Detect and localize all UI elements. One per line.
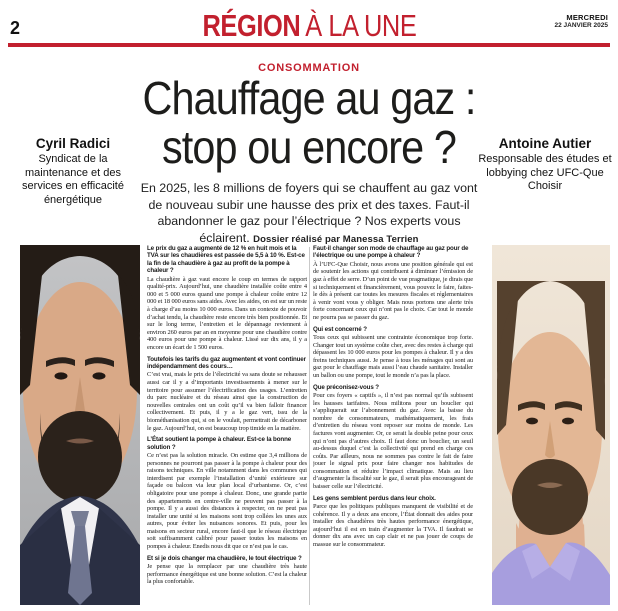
byline: Dossier réalisé par Manessa Terrien <box>253 233 419 245</box>
interview-answer: Je pense que la remplacer par une chaudière très haute performance énergétique est une bonne solution. C’est la chaleur la plus confortable. <box>147 563 307 586</box>
eye-left <box>526 418 538 425</box>
column-divider <box>309 247 310 605</box>
interview-question: Les gens semblent perdus dans leur choix. <box>313 494 436 502</box>
interview-question: L’État soutient la pompe à chaleur. Est-ce la bonne solution ? <box>147 436 292 451</box>
date-block <box>555 14 608 30</box>
interview-answer: Parce que les politiques publiques manquent de visibilité et de cohérence. Il y a deux ans encore, l’État donnait des aides pour installer des chaudières très hautes performance énergétique, aujourd’hui il est en train d’augmenter la TVA. Il faudrait se donner dix ans avec un cap clair et ne pas jouer de coups de massue sur le consommateur. <box>313 503 473 549</box>
headline-line-1: Chauffage au gaz : <box>142 72 476 124</box>
eye-left <box>55 372 68 379</box>
beard <box>512 459 588 535</box>
interview-answer: La chaudière à gaz vaut encore le coup en termes de rapport qualité-prix. Aujourd’hui, une chaudière installée coûte entre 4 000 et 5 000 euros quand une pompe à chaleur coûte entre 12 000 et 18 000 euros sans aides. Avec les aides, on est sur un reste à charge d’au moins 10 000 euros. Dans un contexte de pouvoir d’achat tendu, la chaudière reste encore très bien positionnée. Et sur le long terme, l’entretien et le dépannage reviennent à environ 260 euros par an en moyenne pour une chaudière contre 400 euros pour une pompe à chaleur. Lissé sur dix ans, il y a encore un écart de 1 500 euros. <box>147 275 307 351</box>
date-label: 22 JANVIER 2025 <box>554 22 608 29</box>
expert-right-role: Responsable des études et lobbying chez UFC-Que Choisir <box>478 153 612 192</box>
kicker-consommation: CONSOMMATION <box>258 62 360 74</box>
interview-question: Et si je dois changer ma chaudière, le tout électrique ? <box>147 554 302 562</box>
expert-left <box>6 136 140 207</box>
interview-question: Toutefois les tarifs du gaz augmentent et vont continuer indépendamment des cours… <box>147 355 306 370</box>
interview-answer: C’est vrai, mais le prix de l’électricité va sans doute se rehausser aussi car il y a d’importants investissements à mener sur le territoire pour assumer l’électrification des usages. L’entretien du parc nucléaire et du réseau ainsi que la construction de nouvelles centrales ont un coût qu’il va bien falloir financer collectivement. Et puis, il y a le gaz vert, issu de la biométhanisation qui, si on le voulait, permettrait de décarboner le gaz. Aujourd’hui, on est beaucoup trop timide en la matière. <box>147 371 307 432</box>
page-number: 2 <box>10 18 21 38</box>
portrait-man-left <box>20 245 140 605</box>
standfirst-text: En 2025, les 8 millions de foyers qui se chauffent au gaz vont de nouveau subir une hausse des prix et des taxes. Faut-il abandonner le gaz pour l’électrique ? Nos experts vous éclairent. <box>140 181 478 245</box>
standfirst <box>139 180 479 248</box>
interview-question: Le prix du gaz a augmenté de 12 % en huit mois et la TVA sur les chaudières est passée de 5,5 à 10 %. Est-ce la fin de la chaudière à gaz au profit de la pompe à chaleur ? <box>147 245 305 275</box>
headline-line-2: stop ou encore ? <box>161 121 457 173</box>
interview-answer: À l’UFC-Que Choisir, nous avons une position générale qui est de soutenir les actions qui contribuent à diminuer l’émission de gaz à effet de serre. D’un point de vue pragmatique, je dirais que si techniquement et financièrement, vous pouvez le faire, faites-le dès à présent car toutes les mesures fiscales et réglementaires à venir vont vous y obliger. Mais nous portons une alerte très forte concernant ceux qui n’ont pas le choix. Car tout le monde ne pourra pas se passer du gaz. <box>313 260 473 321</box>
antoine-autier-photo <box>492 245 610 605</box>
expert-left-name: Cyril Radici <box>35 136 111 151</box>
expert-right <box>478 136 612 194</box>
section-title-bold: RÉGION <box>202 8 300 43</box>
article-column-2 <box>313 245 473 607</box>
header-red-rule <box>8 43 610 47</box>
expert-right-name: Antoine Autier <box>498 136 592 151</box>
section-title-light: À LA UNE <box>304 8 416 43</box>
interview-question: Que préconisez-vous ? <box>313 383 379 391</box>
article-column-1 <box>147 245 307 607</box>
eye-right <box>93 372 106 379</box>
interview-question: Faut-il changer son mode de chauffage au gaz pour de l’électrique ou une pompe à chaleur ? <box>313 245 469 260</box>
beard <box>38 411 122 503</box>
interview-answer: Pour ces foyers « captifs », il n’est pas normal qu’ils subissent les hausses tarifaires. Nous militons pour un bouclier qui s’appliquerait sur l’abonnement du gaz. Avec la baisse du nombre de consommateurs, mathématiquement, les frais d’entretien du réseau vont reposer sur moins de monde. Les factures vont augmenter. Or, ce serait la double peine pour ceux qui n’ont pas d’autres choix. Il faut donc un bouclier, un seuil au-dessus duquel c’est la collectivité qui prend en charge ces coûts. Par ailleurs, nous ne sommes pas contre le fait de faire jouer le signal prix pour faire changer nos habitudes de consommation et réduire l’impact climatique. Mais au lieu d’augmenter la fiscalité sur le gaz, il serait plus encourageant de baisser celle sur l’électricité. <box>313 391 473 491</box>
weekday-label: MERCREDI <box>566 13 608 22</box>
interview-answer: Tous ceux qui subissent une contrainte économique trop forte. Changer tout un système coûte cher, avec des restes à charge qui dépassent les 10 000 euros pour les pompes à chaleur. Il y a des freins techniques aussi. Je pense à tous les ménages qui sont au gaz pour le chauffage mais aussi l’eau chaude sanitaire. Installer un ballon ou une pompe, tout le monde n’a pas la place. <box>313 333 473 379</box>
interview-question: Qui est concerné ? <box>313 325 367 333</box>
main-headline <box>138 74 480 172</box>
expert-left-role: Syndicat de la maintenance et des services en efficacité énergétique <box>22 153 124 206</box>
interview-answer: Ce n’est pas la solution miracle. On estime que 3,4 millions de personnes ne pourront pas passer à la pompe à chaleur pour des raisons techniques. En ville notamment dans les communes qui interdisent par exemple l’installation d’unité extérieure sur façade ou balcon via leur plan local d’urbanisme. Or, c’est obligatoire pour une pompe à chaleur. Donc, une grande partie des appartements en centre-ville ne peuvent pas passer à la pompe. Il y a aussi des distances à respecter, on ne peut pas installer une unité si les maisons sont trop collées les unes aux autres, pour éviter les nuisances sonores. Et puis, pour les maisons en secteur rural, encore faut-il que le réseau électrique soit suffisamment calibré pour passer toutes les maisons en pompes à chaleur. Enedis nous dit que ce n’est pas le cas. <box>147 451 307 551</box>
eye-right <box>562 418 574 425</box>
section-masthead <box>0 8 618 44</box>
cyril-radici-photo <box>20 245 140 605</box>
